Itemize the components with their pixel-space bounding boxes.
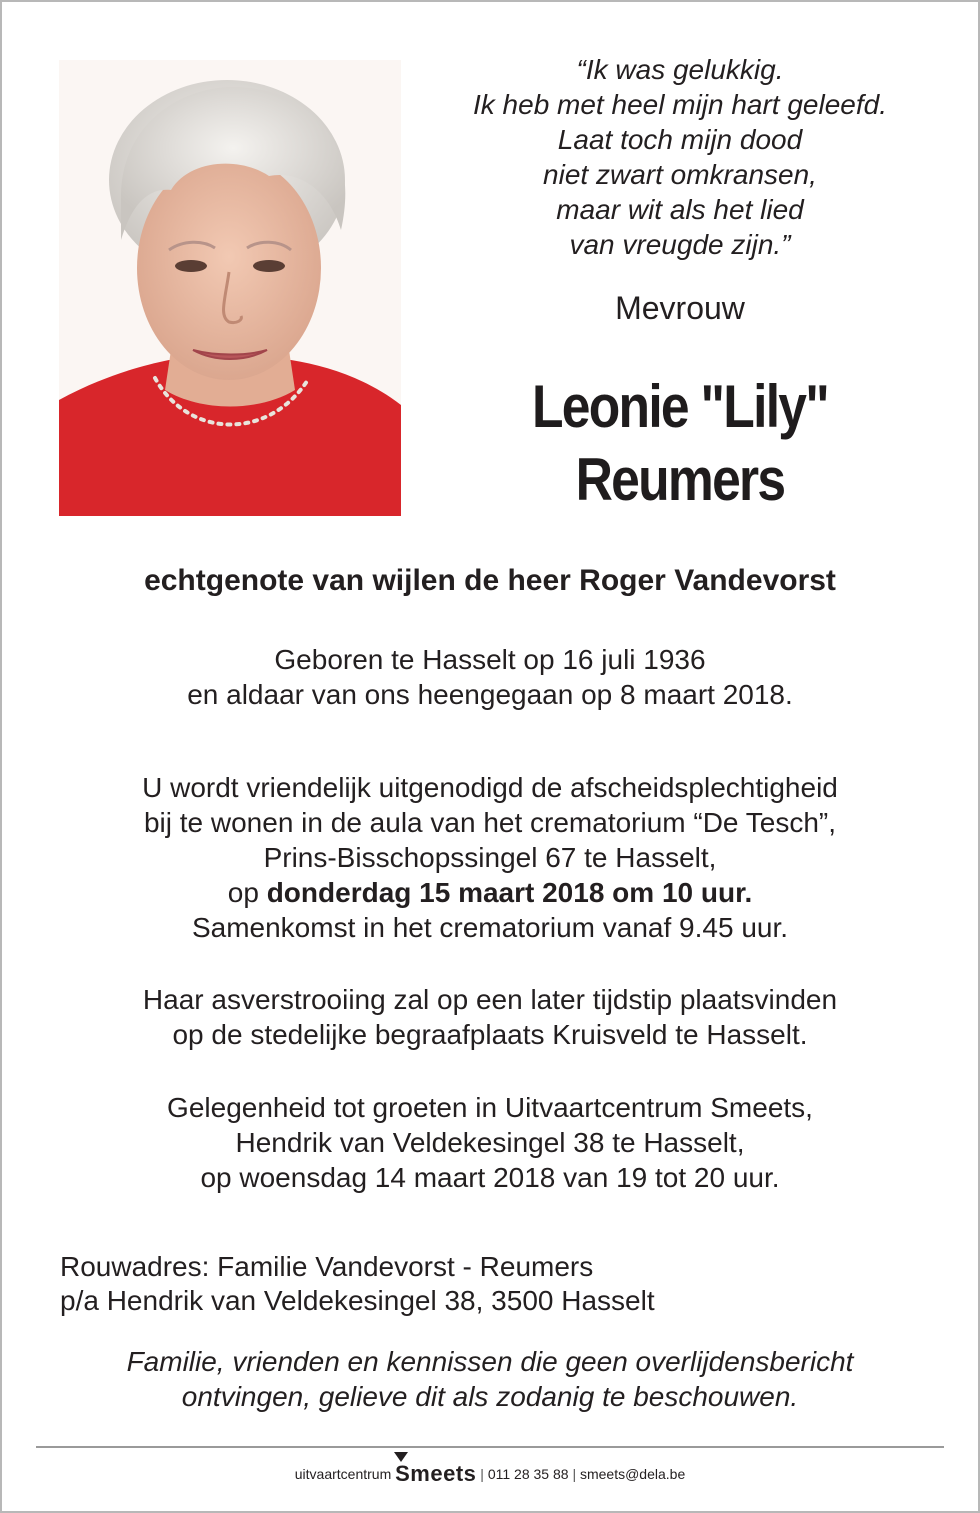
ceremony-line: Prins-Bisschopssingel 67 te Hasselt, (263, 842, 717, 873)
quote-line: Ik heb met heel mijn hart geleefd. (472, 89, 887, 120)
quote-line: “Ik was gelukkig. (576, 54, 784, 85)
footer-phone: 011 28 35 88 (487, 1466, 569, 1482)
visitation-line: Gelegenheid tot groeten in Uitvaartcentrum Smeets, (167, 1092, 813, 1123)
notice-line: ontvingen, gelieve dit als zodanig te beschouwen. (181, 1381, 799, 1412)
portrait-photo (59, 60, 401, 516)
footer-separator: | (480, 1466, 484, 1482)
footer (0, 1462, 980, 1486)
quote-block (420, 52, 940, 262)
footer-email[interactable]: smeets@dela.be (579, 1466, 686, 1482)
footer-divider (36, 1446, 944, 1448)
footer-brand: Smeets (395, 1461, 477, 1486)
ceremony-block (40, 770, 940, 945)
spouse-line: echtgenote van wijlen de heer Roger Vandevorst (144, 564, 836, 597)
birth-line: Geboren te Hasselt op 16 juli 1936 (274, 644, 706, 675)
notice-line: Familie, vrienden en kennissen die geen overlijdensbericht (126, 1346, 854, 1377)
visitation-line: Hendrik van Veldekesingel 38 te Hasselt, (235, 1127, 745, 1158)
notice-block (40, 1344, 940, 1414)
death-line: en aldaar van ons heengegaan op 8 maart 2018. (187, 679, 793, 710)
ceremony-line: Samenkomst in het crematorium vanaf 9.45 uur. (191, 912, 789, 943)
ceremony-date-line (40, 875, 940, 910)
ceremony-line: U wordt vriendelijk uitgenodigd de afscheidsplechtigheid (142, 772, 838, 803)
portrait-illustration (59, 60, 401, 516)
mourning-address (60, 1250, 655, 1318)
address-line: Rouwadres: Familie Vandevorst - Reumers (60, 1251, 594, 1282)
ceremony-line: bij te wonen in de aula van het crematorium “De Tesch”, (143, 807, 837, 838)
name-line-last: Reumers (575, 446, 785, 513)
ceremony-date-prefix: op (227, 877, 267, 908)
ceremony-date: donderdag 15 maart 2018 om 10 uur. (266, 877, 753, 908)
salutation: Mevrouw (615, 290, 745, 326)
address-line: p/a Hendrik van Veldekesingel 38, 3500 Hasselt (60, 1285, 655, 1316)
quote-line: maar wit als het lied (556, 194, 804, 225)
scattering-line: Haar asverstrooiing zal op een later tijdstip plaatsvinden (142, 984, 838, 1015)
birth-death-block (40, 642, 940, 712)
footer-prefix: uitvaartcentrum (294, 1466, 392, 1482)
scattering-line: op de stedelijke begraafplaats Kruisveld te Hasselt. (172, 1019, 808, 1050)
deceased-name (456, 370, 903, 516)
quote-line: van vreugde zijn.” (569, 229, 791, 260)
visitation-block (40, 1090, 940, 1195)
scattering-block (40, 982, 940, 1052)
visitation-line: op woensdag 14 maart 2018 van 19 tot 20 uur. (200, 1162, 780, 1193)
quote-line: niet zwart omkransen, (543, 159, 817, 190)
footer-separator: | (572, 1466, 577, 1482)
name-line-first: Leonie "Lily" (531, 373, 829, 440)
quote-line: Laat toch mijn dood (557, 124, 803, 155)
